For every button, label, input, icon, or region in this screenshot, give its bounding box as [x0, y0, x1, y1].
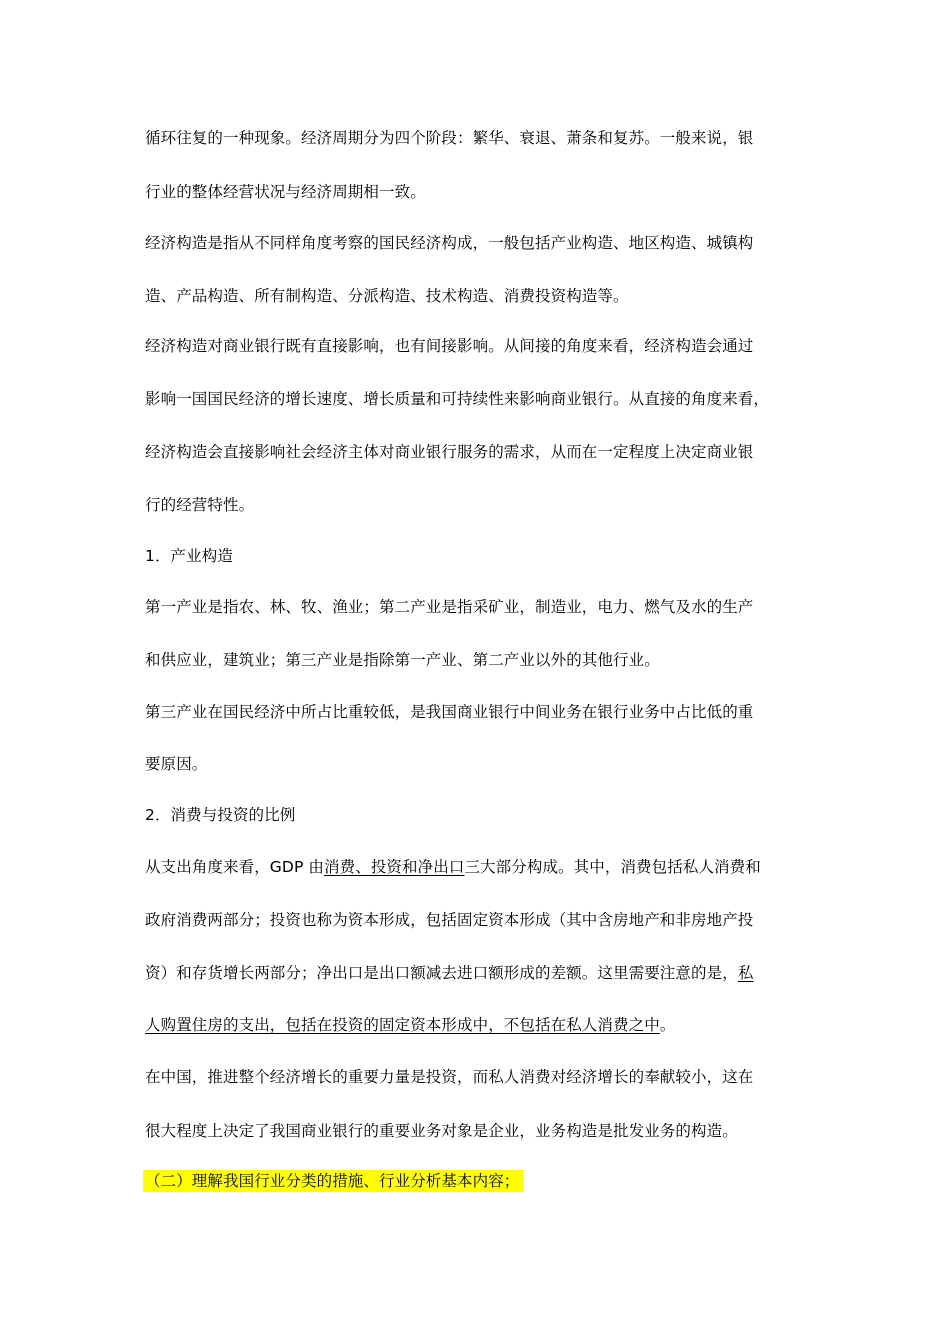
paragraph-line: 经济构造对商业银行既有直接影响，也有间接影响。从间接的角度来看，经济构造会通过 — [145, 337, 754, 355]
paragraph-line: 影响一国国民经济的增长速度、增长质量和可持续性来影响商业银行。从直接的角度来看， — [145, 390, 770, 408]
text-run: 三大部分构成。其中，消费包括私人消费和 — [464, 858, 761, 876]
paragraph-line: 和供应业，建筑业；第三产业是指除第一产业、第二产业以外的其他行业。 — [145, 651, 660, 669]
paragraph-line: 造、产品构造、所有制构造、分派构造、技术构造、消费投资构造等。 — [145, 287, 629, 305]
paragraph-line: 政府消费两部分；投资也称为资本形成，包括固定资本形成（其中含房地产和非房地产投 — [145, 911, 754, 929]
paragraph-line: 行业的整体经营状况与经济周期相一致。 — [145, 183, 426, 201]
text-run: 资）和存货增长两部分；净出口是出口额减去进口额形成的差额。这里需要注意的是， — [145, 964, 738, 982]
paragraph-line — [145, 1014, 675, 1036]
highlighted-heading: （二）理解我国行业分类的措施、行业分析基本内容； — [143, 1170, 523, 1192]
paragraph-line: 经济构造会直接影响社会经济主体对商业银行服务的需求，从而在一定程度上决定商业银 — [145, 443, 754, 461]
text-run: 。 — [659, 1016, 676, 1034]
section-heading — [145, 1170, 523, 1192]
paragraph-line: 很大程度上决定了我国商业银行的重要业务对象是企业，业务构造是批发业务的构造。 — [145, 1122, 738, 1140]
section-subheading: 1．产业构造 — [145, 547, 233, 565]
paragraph-line: 要原因。 — [145, 755, 208, 773]
paragraph-line: 第三产业在国民经济中所占比重较低，是我国商业银行中间业务在银行业务中占比低的重 — [145, 703, 754, 721]
section-subheading: 2．消费与投资的比例 — [145, 806, 296, 824]
paragraph-line: 经济构造是指从不同样角度考察的国民经济构成，一般包括产业构造、地区构造、城镇构 — [145, 234, 754, 252]
text-run: 从支出角度来看，GDP 由 — [145, 858, 325, 876]
paragraph-line: 行的经营特性。 — [145, 496, 255, 514]
underlined-text: 消费、投资和净出口 — [324, 858, 465, 876]
paragraph-line — [145, 962, 753, 984]
paragraph-line: 循环往复的一种现象。经济周期分为四个阶段：繁华、衰退、萧条和复苏。一般来说，银 — [145, 129, 754, 147]
paragraph-line: 在中国，推进整个经济增长的重要力量是投资，而私人消费对经济增长的奉献较小，这在 — [145, 1068, 754, 1086]
paragraph-line — [145, 856, 761, 878]
paragraph-line: 第一产业是指农、林、牧、渔业；第二产业是指采矿业，制造业，电力、燃气及水的生产 — [145, 598, 754, 616]
underlined-text: 私 — [737, 964, 754, 982]
underlined-text: 人购置住房的支出，包括在投资的固定资本形成中，不包括在私人消费之中 — [145, 1016, 660, 1034]
